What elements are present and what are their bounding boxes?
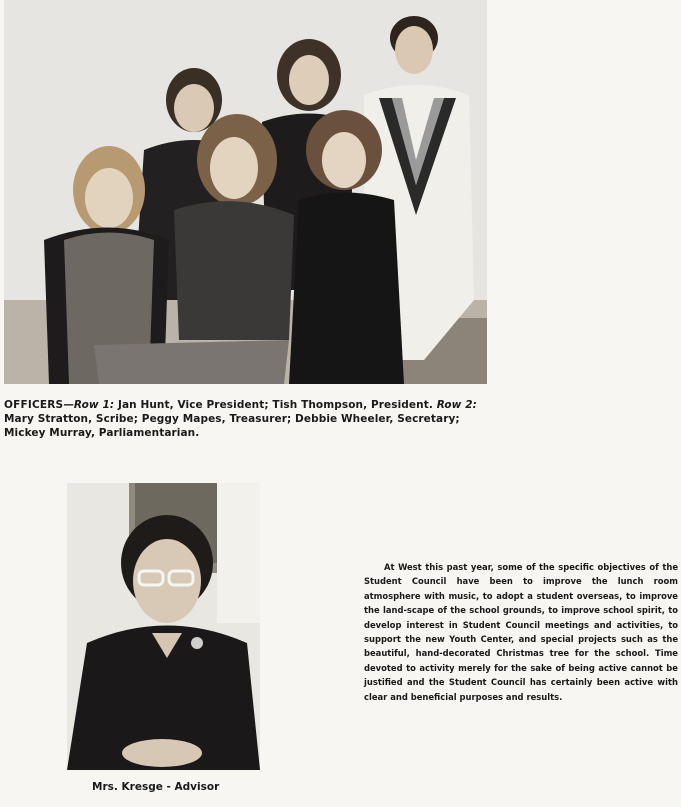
row2-text: Mary Stratton, Scribe; Peggy Mapes, Treasurer; Debbie Wheeler, Secretary; Mickey Murray, Parliamentarian. [4, 413, 460, 439]
officers-caption [4, 398, 494, 440]
advisor-photo [67, 483, 260, 770]
advisor-photo-graphic [67, 483, 260, 770]
caption-dash: — [63, 399, 74, 411]
caption-lead: OFFICERS [4, 399, 64, 411]
row2-label: Row 2: [436, 399, 477, 411]
officers-photo-graphic [4, 0, 487, 384]
officers-group-photo [4, 0, 487, 384]
row1-text: Jan Hunt, Vice President; Tish Thompson, President. [117, 399, 433, 411]
advisor-caption: Mrs. Kresge - Advisor [92, 781, 220, 793]
row1-label: Row 1: [73, 399, 115, 411]
student-council-paragraph: At West this past year, some of the specific objectives of the Student Council have been to improve the lunch room atmosphere with music, to adopt a student overseas, to improve the land-scape of the school grounds, to improve school spirit, to develop interest in Student Council meetings and activities, to support the new Youth Center, and special projects such as the beautiful, hand-decorated Christmas tree for the school. Time devoted to activity merely for the sake of being active cannot be justified and the Student Council has certainly been active with clear and beneficial purposes and results. [364, 562, 678, 702]
